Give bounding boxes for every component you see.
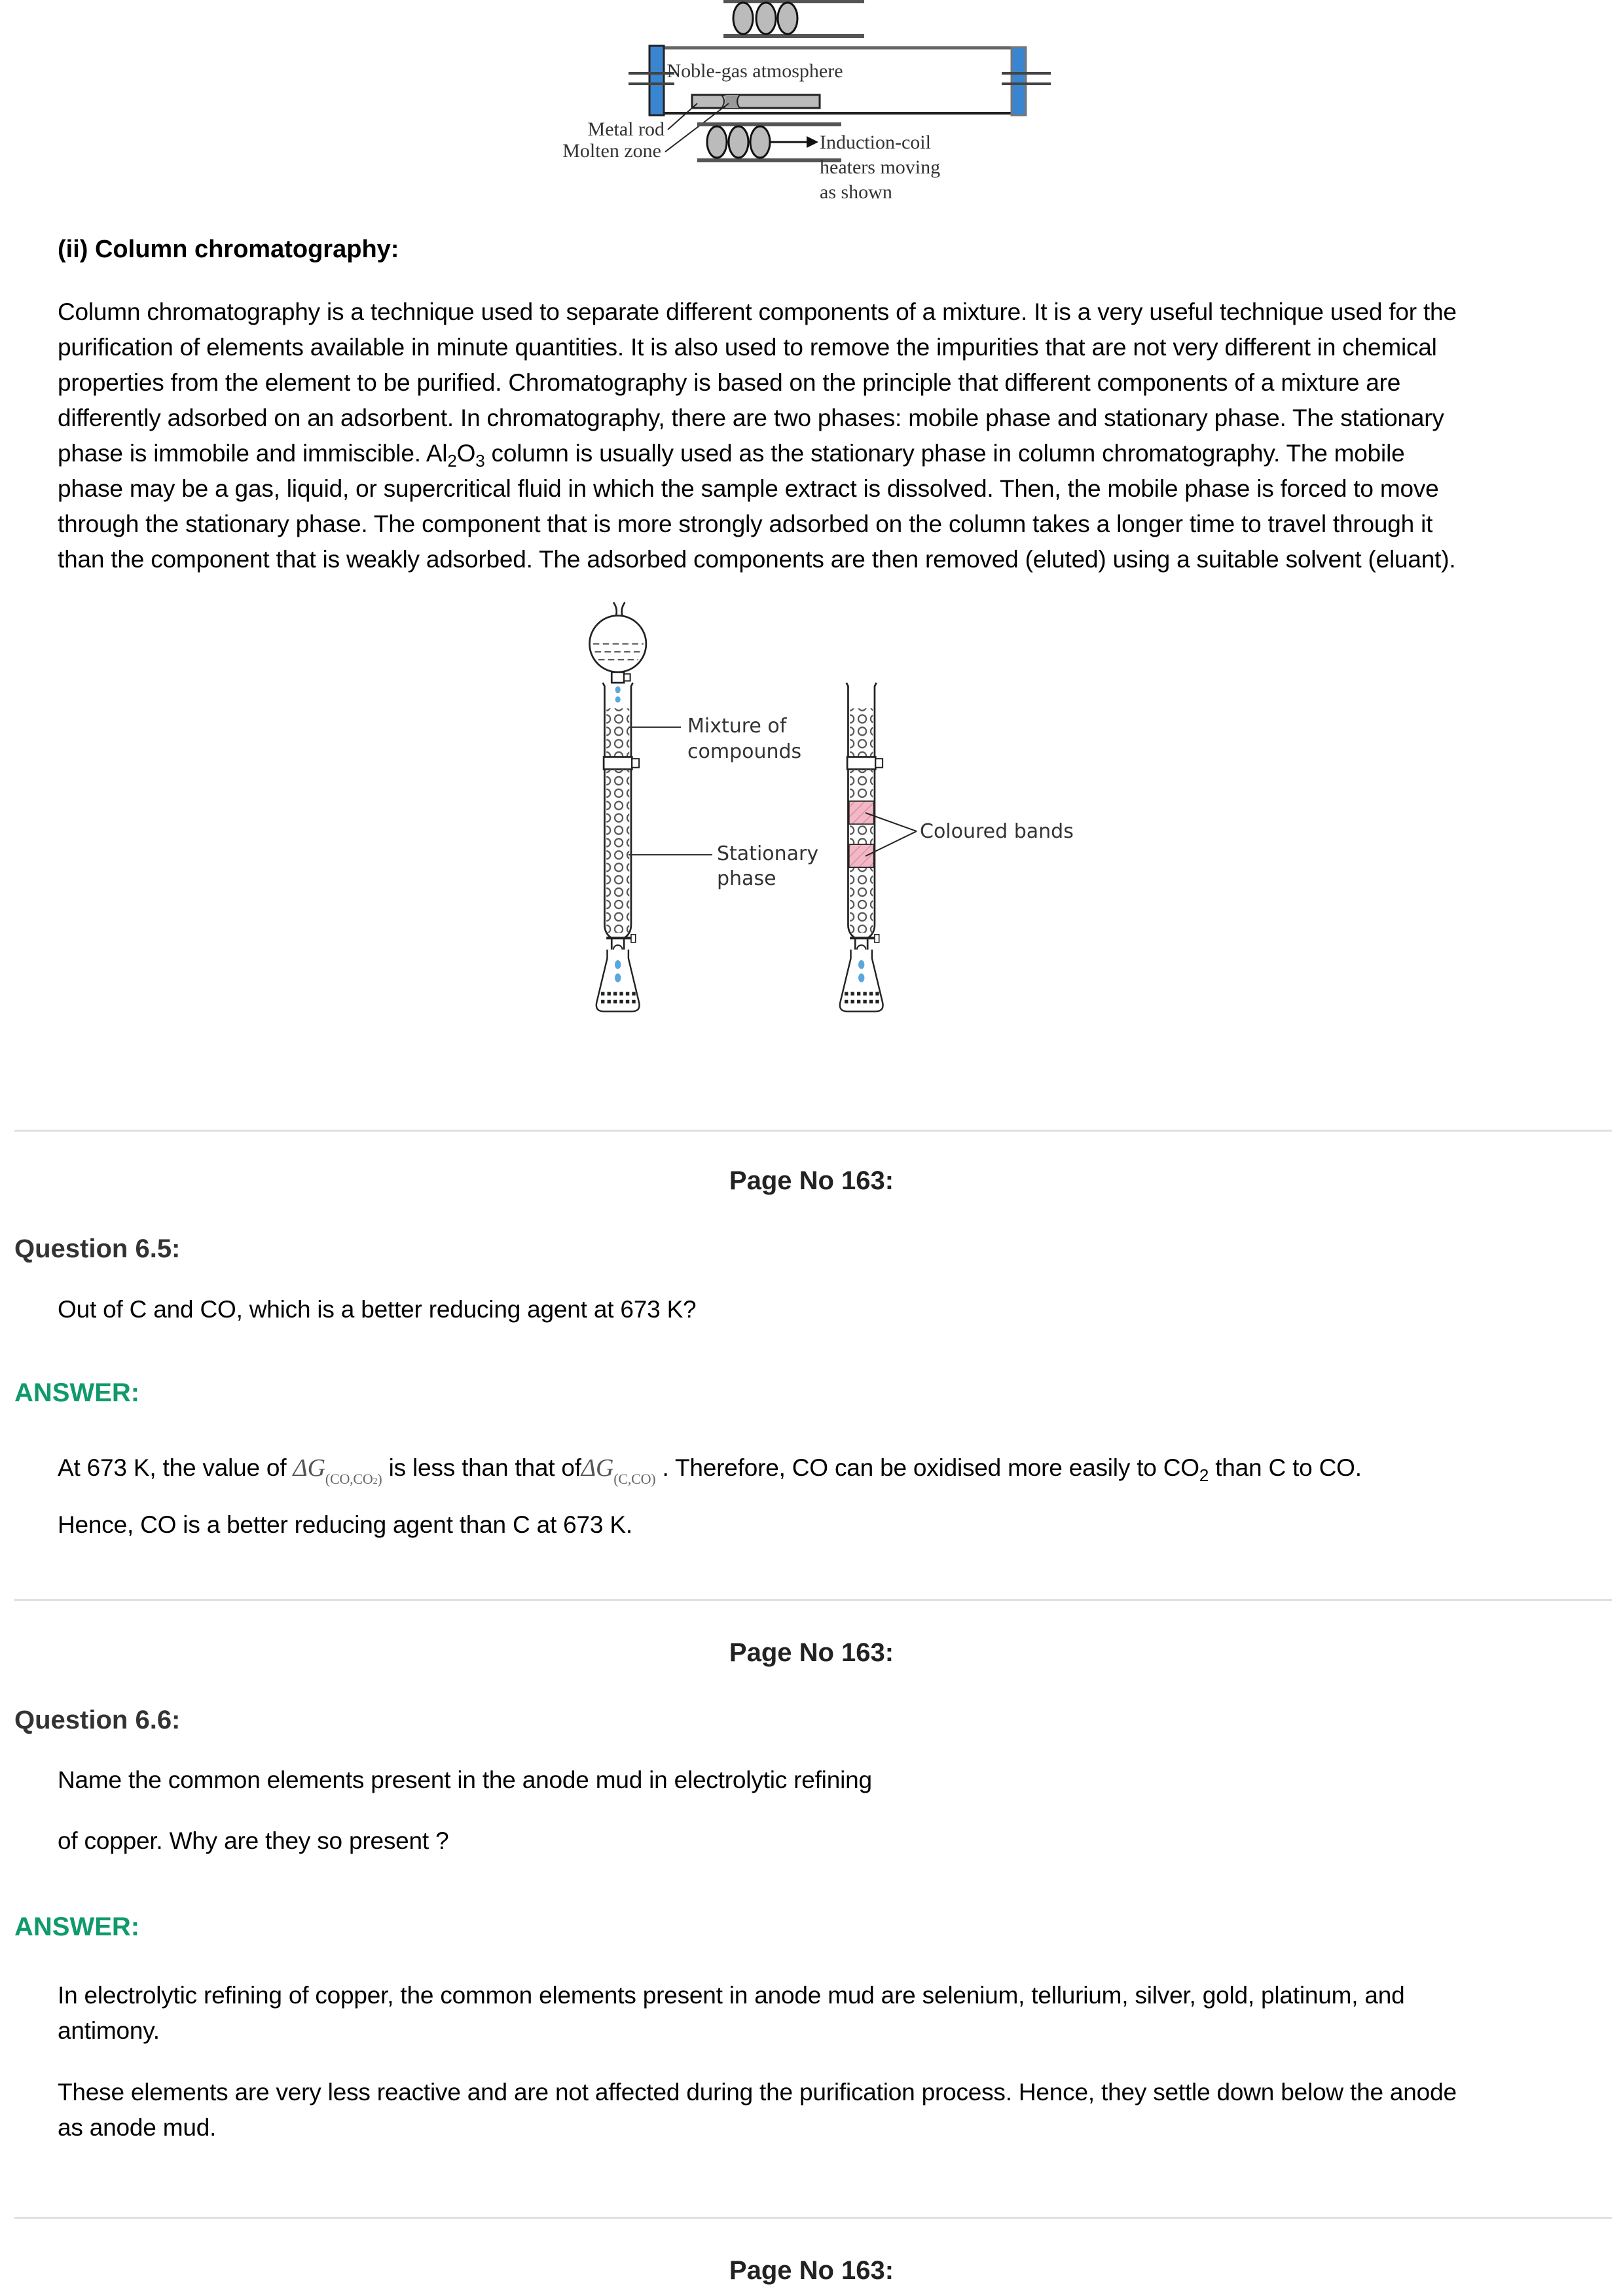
subscript: 2 <box>447 451 457 471</box>
coloured-band <box>849 801 874 824</box>
answer-line: These elements are very less reactive and are not affected during the purification process. Hence, they settle down below the anode <box>58 2079 1457 2106</box>
divider <box>14 2217 1612 2219</box>
paragraph-line: properties from the element to be purified. Chromatography is based on the principle that different components of a mixture are <box>58 369 1401 396</box>
question-text-line: Name the common elements present in the anode mud in electrolytic refining <box>58 1767 872 1793</box>
section-heading: (ii) Column chromatography: <box>58 236 399 263</box>
text-run: is less than that of <box>382 1454 581 1481</box>
label-heaters-2: heaters moving <box>820 156 941 178</box>
answer-line: Hence, CO is a better reducing agent than C at 673 K. <box>58 1511 632 1538</box>
coloured-band <box>849 844 874 867</box>
paragraph-line: phase may be a gas, liquid, or supercritical fluid in which the sample extract is dissolved. Then, the mobile phase is forced to move <box>58 475 1439 502</box>
label-heaters-1: Induction-coil <box>820 132 931 153</box>
label-coloured-bands: Coloured bands <box>920 820 1074 843</box>
answer-label: ANSWER: <box>14 1912 140 1941</box>
answer-paragraph <box>58 1978 1609 2049</box>
paragraph-line: through the stationary phase. The component that is more strongly adsorbed on the column takes a longer time to travel through it <box>58 511 1433 537</box>
text-run: than C to CO. <box>1209 1454 1362 1481</box>
label-stationary-1: Stationary <box>717 842 819 865</box>
question-title: Question 6.6: <box>14 1706 181 1734</box>
tube-end-left <box>649 46 664 115</box>
page-number: Page No 163: <box>729 1166 894 1195</box>
label-molten-zone: Molten zone <box>562 140 661 162</box>
label-metal-rod: Metal rod <box>587 118 665 140</box>
paragraph-line: than the component that is weakly adsorbed. The adsorbed components are then removed (eluted) using a suitable solvent (eluant). <box>58 546 1456 573</box>
delta-g-symbol: ΔG <box>293 1454 325 1482</box>
text-run: column is usually used as the stationary phase in column chromatography. The mobile <box>484 440 1405 467</box>
label-heaters-3: as shown <box>820 181 892 203</box>
stationary-phase-packing <box>606 769 629 933</box>
answer-line: In electrolytic refining of copper, the common elements present in anode mud are selenium, tellurium, silver, gold, platinum, and <box>58 1982 1405 2009</box>
label-stationary-2: phase <box>717 867 776 890</box>
question-text: Out of C and CO, which is a better reducing agent at 673 K? <box>58 1296 697 1323</box>
text-run: . Therefore, CO can be oxidised more easily to CO <box>655 1454 1199 1481</box>
answer-line: antimony. <box>58 2017 160 2044</box>
label-mixture-2: compounds <box>687 740 802 763</box>
chromatography-paragraph <box>58 295 1609 577</box>
text-run: phase is immobile and immiscible. Al <box>58 440 448 467</box>
leader-band-2 <box>866 831 917 856</box>
text-run: At 673 K, the value of <box>58 1454 293 1481</box>
subscript: 2 <box>1199 1465 1209 1485</box>
delta-g-subscript: (C,CO) <box>613 1471 656 1487</box>
top-induction-coil <box>723 1 864 36</box>
delta-g-symbol: ΔG <box>581 1454 614 1482</box>
text-run: ) <box>377 1471 382 1487</box>
delta-g-subscript <box>325 1471 382 1487</box>
arrow-head-icon <box>807 136 818 148</box>
text-run: O <box>456 440 476 467</box>
right-column <box>840 683 883 1011</box>
zone-refining-diagram <box>562 0 1100 216</box>
paragraph-line <box>58 436 1609 471</box>
tube-end-right <box>1012 47 1026 115</box>
question-text-line: of copper. Why are they so present ? <box>58 1827 449 1854</box>
mixture-layer <box>606 708 629 757</box>
label-noble-gas: Noble-gas atmosphere <box>666 60 843 82</box>
metal-rod <box>692 95 820 108</box>
column-chromatography-diagram <box>563 589 1100 1073</box>
left-column <box>590 602 646 1011</box>
leader-metal-rod <box>668 103 697 130</box>
text-run: (CO,CO <box>325 1471 373 1487</box>
label-mixture-1: Mixture of <box>687 715 787 738</box>
page-number: Page No 163: <box>729 2256 894 2285</box>
answer-paragraph <box>58 2075 1609 2145</box>
paragraph-line: Column chromatography is a technique used to separate different components of a mixture. It is a very useful technique used for the <box>58 298 1457 325</box>
divider <box>14 1599 1612 1601</box>
page-number: Page No 163: <box>729 1638 894 1667</box>
answer-label: ANSWER: <box>14 1378 140 1407</box>
subscript: 2 <box>373 1477 378 1486</box>
divider <box>14 1130 1612 1132</box>
answer-line: as anode mud. <box>58 2114 217 2141</box>
question-title: Question 6.5: <box>14 1234 181 1263</box>
answer-line <box>58 1450 1609 1499</box>
subscript: 3 <box>475 451 485 471</box>
answer-text <box>58 1450 1609 1543</box>
paragraph-line: differently adsorbed on an adsorbent. In chromatography, there are two phases: mobile phase and stationary phase. The stationary <box>58 404 1444 431</box>
paragraph-line: purification of elements available in minute quantities. It is also used to remove the impurities that are not very different in chemical <box>58 334 1437 361</box>
